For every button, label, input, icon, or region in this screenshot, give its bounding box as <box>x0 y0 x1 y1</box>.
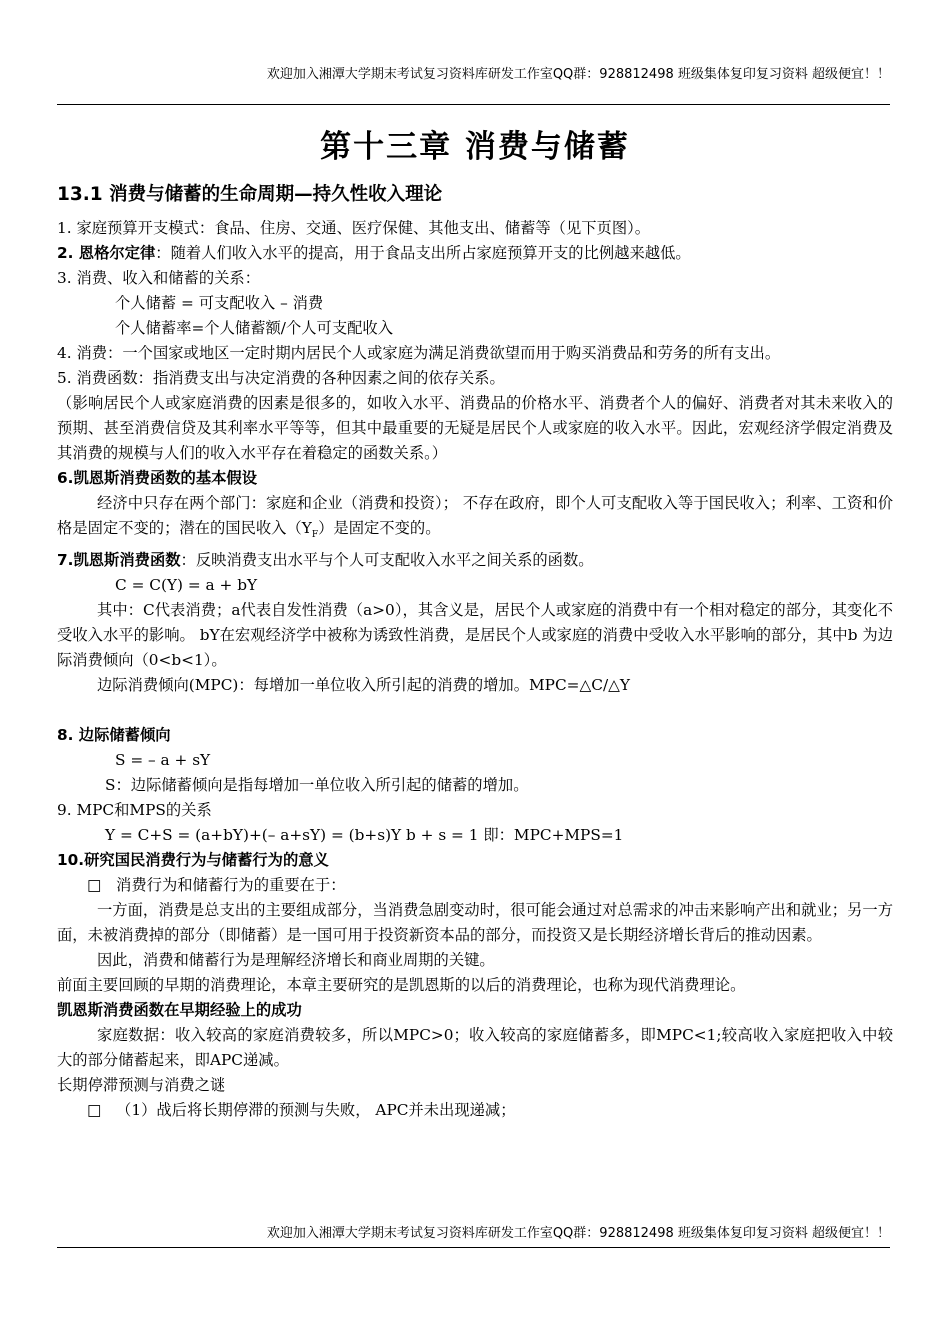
item-10-heading: 10.研究国民消费行为与储蓄行为的意义 <box>57 851 329 870</box>
mpc-definition: 边际消费倾向(MPC)：每增加一单位收入所引起的消费的增加。MPC=△C/△Y <box>97 676 630 695</box>
engel-law-label: 2. 恩格尔定律 <box>57 244 156 262</box>
stagnation-heading: 长期停滞预测与消费之谜 <box>57 1076 226 1095</box>
item-9-heading: 9. MPC和MPS的关系 <box>57 801 212 820</box>
item-8-heading: 8. 边际储蓄倾向 <box>57 726 171 745</box>
page-content <box>57 216 893 1123</box>
item-6-heading: 6.凯恩斯消费函数的基本假设 <box>57 469 258 487</box>
mps-definition: S：边际储蓄倾向是指每增加一单位收入所引起的储蓄的增加。 <box>105 776 529 795</box>
modern-theory-note: 前面主要回顾的早期的消费理论，本章主要研究的是凯恩斯的以后的消费理论，也称为现代消费理论。 <box>57 976 746 995</box>
item-7 <box>57 548 893 573</box>
section-heading: 13.1 消费与储蓄的生命周期—持久性收入理论 <box>57 184 443 205</box>
stagnation-bullet: □ （1）战后将长期停滞的预测与失败， APC并未出现递减； <box>87 1101 516 1120</box>
header-rule <box>57 104 890 105</box>
item-3: 3. 消费、收入和储蓄的关系： <box>57 269 261 287</box>
keynes-success-heading: 凯恩斯消费函数在早期经验上的成功 <box>57 1001 302 1020</box>
item-10-bullet: □ 消费行为和储蓄行为的重要在于： <box>87 876 346 895</box>
item-5: 5. 消费函数：指消费支出与决定消费的各种因素之间的依存关系。 <box>57 369 505 387</box>
item-4: 4. 消费：一个国家或地区一定时期内居民个人或家庭为满足消费欲望而用于购买消费品和劳务的所有支出。 <box>57 344 781 362</box>
bullet-icon: □ <box>87 876 102 895</box>
item-2 <box>57 241 893 266</box>
engel-law-text: ：随着人们收入水平的提高，用于食品支出所占家庭预算开支的比例越来越低。 <box>155 244 691 262</box>
item-7-explanation: 其中：C代表消费；a代表自发性消费（a>0），其含义是，居民个人或家庭的消费中有一个相对稳定的部分，其变化不受收入水平的影响。 bY在宏观经济学中被称为诱致性消费，是居民个人或家庭的消费中受收入水平影响的部分，其中b 为边际消费倾向（0<b<1）。 <box>57 601 893 670</box>
page-footer: 欢迎加入湘潭大学期末考试复习资料库研发工作室QQ群：928812498 班级集体复印复习资料 超级便宜！！ <box>266 1226 890 1241</box>
keynes-function-text: ：反映消费支出水平与个人可支配收入水平之间关系的函数。 <box>180 551 594 570</box>
saving-formula: 个人储蓄 = 可支配收入 – 消费 <box>115 294 324 312</box>
item-10-text: 一方面，消费是总支出的主要组成部分，当消费急剧变动时，很可能会通过对总需求的冲击来影响产出和就业；另一方面，未被消费掉的部分（即储蓄）是一国可用于投资新资本品的部分，而投资又是长期经济增长背后的推动因素。 <box>57 901 893 945</box>
item-5-note: （影响居民个人或家庭消费的因素是很多的，如收入水平、消费品的价格水平、消费者个人的偏好、消费者对其未来收入的预期、甚至消费信贷及其利率水平等等，但其中最重要的无疑是居民个人或家庭的收入水平。因此，宏观经济学假定消费及其消费的规模与人们的收入水平存在着稳定的函数关系。） <box>57 394 893 462</box>
saving-rate-formula: 个人储蓄率=个人储蓄额/个人可支配收入 <box>115 319 394 337</box>
chapter-title: 第十三章 消费与储蓄 <box>320 129 630 165</box>
item-1: 1. 家庭预算开支模式：食品、住房、交通、医疗保健、其他支出、储蓄等（见下页图）。 <box>57 219 651 237</box>
consumption-formula: C = C(Y) = a + bY <box>115 576 258 595</box>
page-header: 欢迎加入湘潭大学期末考试复习资料库研发工作室QQ群：928812498 班级集体复印复习资料 超级便宜！！ <box>266 67 890 82</box>
item-10-conclusion: 因此，消费和储蓄行为是理解经济增长和商业周期的关键。 <box>97 951 495 970</box>
mpc-mps-formula: Y = C+S = (a+bY)+(– a+sY) = (b+s)Y b + s = 1 即：MPC+MPS=1 <box>105 826 624 845</box>
bullet-icon: □ <box>87 1101 102 1120</box>
household-data-text: 家庭数据：收入较高的家庭消费较多，所以MPC>0；收入较高的家庭储蓄多，即MPC<1;较高收入家庭把收入中较大的部分储蓄起来，即APC递减。 <box>57 1026 893 1070</box>
saving-function-formula: S = – a + sY <box>115 751 211 770</box>
spacer <box>57 698 893 723</box>
item-6-text: 经济中只存在两个部门：家庭和企业（消费和投资）； 不存在政府，即个人可支配收入等于国民收入；利率、工资和价格是固定不变的；潜在的国民收入$(Y_F)$是固定不变的。 <box>57 494 893 541</box>
footer-rule <box>57 1247 890 1248</box>
keynes-function-label: 7.凯恩斯消费函数 <box>57 551 181 570</box>
